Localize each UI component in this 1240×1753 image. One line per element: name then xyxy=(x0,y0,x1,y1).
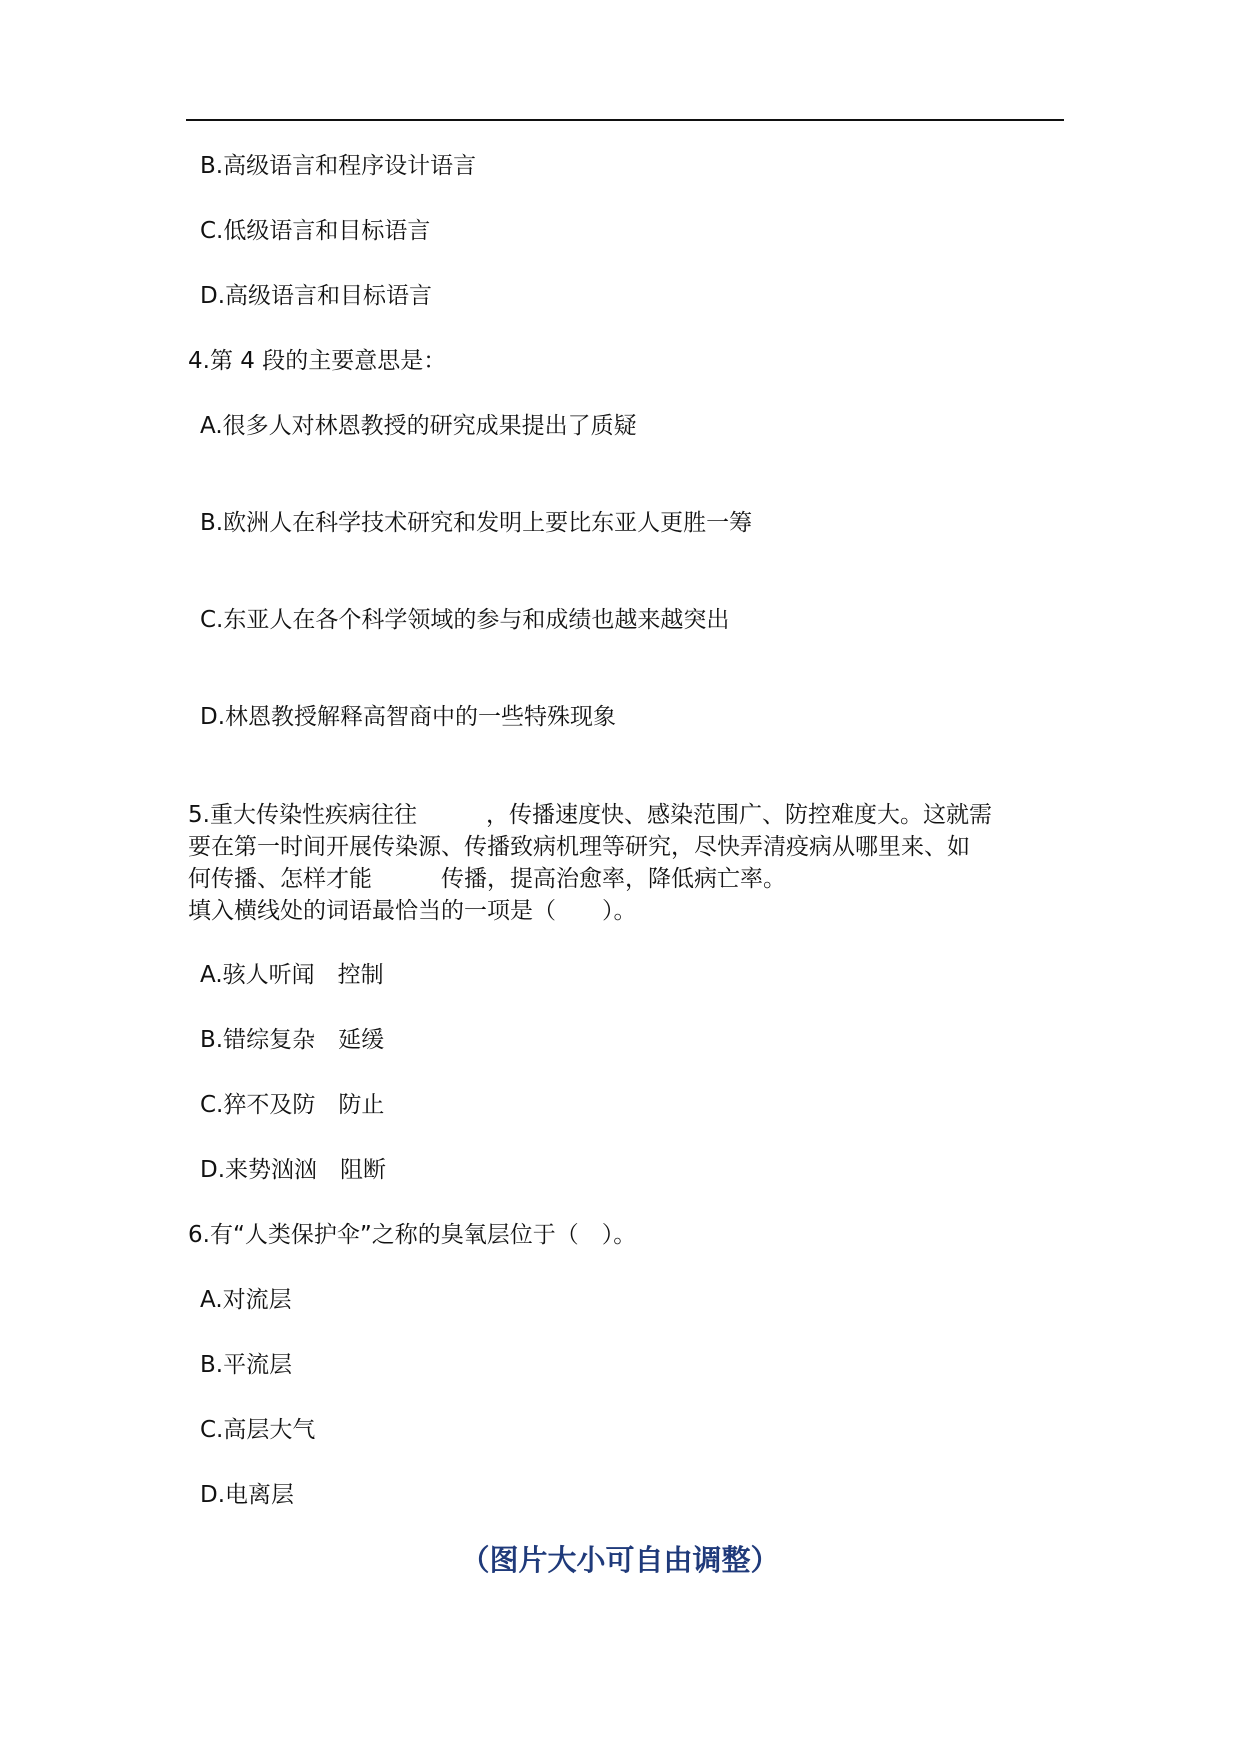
q3-option-c: C.低级语言和目标语言 xyxy=(200,218,431,244)
q5-option-a: A.骇人听闻 控制 xyxy=(200,962,384,988)
q4-stem: 4.第 4 段的主要意思是： xyxy=(188,348,447,374)
q6-stem: 6.有“人类保护伞”之称的臭氧层位于（ ）。 xyxy=(188,1222,637,1248)
q3-option-d: D.高级语言和目标语言 xyxy=(200,283,433,309)
q6-option-b: B.平流层 xyxy=(200,1352,293,1378)
q5-stem-line-4: 填入横线处的词语最恰当的一项是（ ）。 xyxy=(188,898,637,924)
q5-option-c: C.猝不及防 防止 xyxy=(200,1092,385,1118)
q5-option-d: D.来势汹汹 阻断 xyxy=(200,1157,387,1183)
q4-option-b: B.欧洲人在科学技术研究和发明上要比东亚人更胜一筹 xyxy=(200,510,753,536)
footer-note: （图片大小可自由调整） xyxy=(460,1543,780,1577)
q5-option-b: B.错综复杂 延缓 xyxy=(200,1027,385,1053)
q4-option-c: C.东亚人在各个科学领域的参与和成绩也越来越突出 xyxy=(200,607,730,633)
q4-option-d: D.林恩教授解释高智商中的一些特殊现象 xyxy=(200,704,617,730)
q3-option-b: B.高级语言和程序设计语言 xyxy=(200,153,477,179)
q4-option-a: A.很多人对林恩教授的研究成果提出了质疑 xyxy=(200,413,637,439)
header-rule xyxy=(186,119,1064,121)
q6-option-d: D.电离层 xyxy=(200,1482,295,1508)
q5-stem-line-2: 要在第一时间开展传染源、传播致病机理等研究，尽快弄清疫病从哪里来、如 xyxy=(188,834,970,860)
q6-option-a: A.对流层 xyxy=(200,1287,292,1313)
q5-stem-line-1: 5.重大传染性疾病往往 ，传播速度快、感染范围广、防控难度大。这就需 xyxy=(188,802,992,828)
q5-stem-line-3: 何传播、怎样才能 传播，提高治愈率，降低病亡率。 xyxy=(188,866,786,892)
q6-option-c: C.高层大气 xyxy=(200,1417,316,1443)
